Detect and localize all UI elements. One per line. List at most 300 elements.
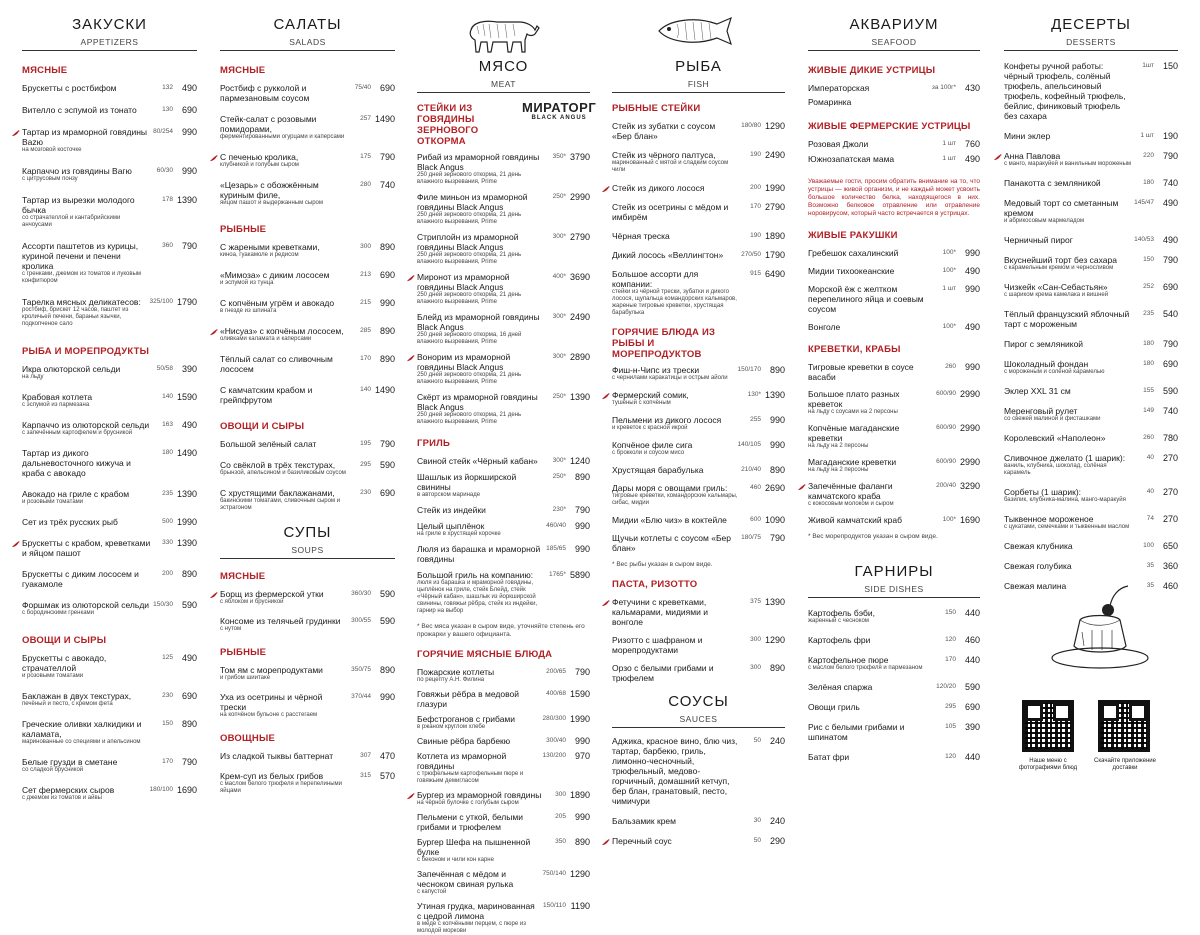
column-header	[612, 693, 785, 728]
menu-item	[808, 266, 980, 276]
item-name: Мидии тихоокеанские	[808, 266, 895, 276]
item-name: Фиш-н-Чипс из трески	[612, 365, 700, 375]
item-text-block	[22, 785, 149, 802]
menu-item	[417, 570, 590, 615]
menu-item	[417, 472, 590, 499]
menu-item	[417, 192, 590, 226]
item-weight: 140/105	[737, 441, 761, 448]
item-name: Консоме из телячьей грудинки	[220, 616, 341, 626]
item-weight: 140	[162, 393, 173, 400]
menu-item	[417, 392, 590, 426]
item-price: 2990	[959, 423, 980, 433]
item-weight: 300	[360, 243, 371, 250]
item-weight: 600	[750, 516, 761, 523]
item-weight: 180	[1143, 340, 1154, 347]
item-price: 890	[379, 354, 395, 364]
chili-pepper-icon	[601, 599, 610, 607]
item-weight: 185/65	[546, 545, 566, 552]
item-weight: 40	[1146, 488, 1154, 495]
item-price: 690	[379, 488, 395, 498]
column-header	[612, 58, 785, 93]
item-weight: 1шт	[1142, 62, 1154, 69]
section-title: ЖИВЫЕ РАКУШКИ	[808, 230, 898, 241]
menu-item	[22, 105, 197, 115]
item-description: жаренный с чесноком	[808, 618, 869, 624]
item-price: 590	[379, 460, 395, 470]
item-weight: 300	[555, 791, 566, 798]
footnote: * Вес рыбы указан в сыром виде.	[612, 561, 713, 568]
item-weight: 250*	[552, 193, 566, 200]
item-price: 890	[769, 365, 785, 375]
item-text-block	[1004, 282, 1136, 299]
item-description: на копчёном бульоне с расстегаем	[220, 712, 318, 718]
item-weight: 100	[1143, 542, 1154, 549]
menu-item	[220, 180, 395, 207]
item-name: Шашлык из йоркширской свинины	[417, 472, 517, 492]
item-name: Копчёное филе сига	[612, 440, 693, 450]
item-weight: 75/40	[354, 84, 371, 91]
item-description: с джемом из томатов и айвы	[22, 795, 102, 801]
menu-item	[612, 515, 785, 525]
item-weight: 150	[945, 609, 956, 616]
column-title: ЗАКУСКИ	[72, 16, 147, 33]
item-text-block	[612, 736, 743, 806]
chili-pepper-icon	[209, 591, 218, 599]
chili-pepper-icon	[601, 838, 610, 846]
item-name: Розовая Джоли	[808, 139, 869, 149]
column-subtitle: FISH	[612, 79, 785, 93]
item-text-block	[22, 489, 155, 506]
item-text-block	[417, 736, 546, 746]
item-price: 890	[181, 569, 197, 579]
item-weight: 35	[1146, 582, 1154, 589]
item-name: Уха из осетрины и чёрной трески	[220, 692, 323, 712]
item-description: с маслом белого трюфеля и пармезаном	[808, 665, 923, 671]
menu-item	[808, 97, 980, 107]
item-weight: 180/80	[741, 122, 761, 129]
item-price: 1990	[176, 517, 197, 527]
section-title: ГОРЯЧИЕ МЯСНЫЕ БЛЮДА	[417, 649, 553, 660]
item-description: 250 дней зернового откорма, 21 день влажного вызревания, Prime	[417, 252, 522, 265]
item-weight: 213	[360, 271, 371, 278]
qr-caption-menu: Наше меню с фотографиями блюд	[1018, 758, 1078, 771]
item-name: Крем-суп из белых грибов	[220, 771, 324, 781]
item-weight: 1765*	[548, 571, 566, 578]
column-header	[220, 16, 395, 51]
chili-pepper-icon	[601, 185, 610, 193]
item-price: 790	[1162, 255, 1178, 265]
menu-item	[1004, 514, 1178, 531]
item-name: Греческие оливки халкидики и каламата,	[22, 719, 142, 739]
item-name: Сет фермерских сыров	[22, 785, 115, 795]
item-description: с трюфельным картофельным пюре и говяжьим демигласом	[417, 771, 524, 784]
fish-column	[612, 0, 785, 846]
item-name: Пирог с земляникой	[1004, 339, 1084, 349]
item-text-block	[220, 616, 351, 633]
item-text-block	[808, 389, 936, 416]
column-header	[1004, 16, 1178, 51]
menu-item	[1004, 282, 1178, 299]
item-name: Фермерский сомик,	[612, 390, 689, 400]
item-description: с беконом и чили кон карне	[417, 857, 494, 863]
menu-item	[22, 653, 197, 680]
item-name: Королевский «Наполеон»	[1004, 433, 1106, 443]
chili-pepper-icon	[797, 483, 806, 491]
item-weight: 190	[750, 232, 761, 239]
item-name: Утиная грудка, маринованная с цедрой лимона	[417, 901, 535, 921]
item-weight: 155	[1143, 387, 1154, 394]
item-text-block	[220, 439, 353, 449]
item-price: 1290	[569, 869, 590, 879]
item-price: 3290	[959, 481, 980, 491]
item-name: Большой зелёный салат	[220, 439, 317, 449]
item-text-block	[417, 456, 548, 466]
menu-item	[220, 488, 395, 512]
item-weight: 270/50	[741, 251, 761, 258]
item-weight: 280	[360, 181, 371, 188]
desserts-column	[1004, 0, 1178, 800]
item-text-block	[220, 180, 353, 207]
item-description: стейки из чёрной трески, зубатки и дикого лосося, щупальца командорских кальмаров, жареные тигровые креветки, хрустящая барабулька	[612, 289, 737, 316]
item-price: 990	[769, 415, 785, 425]
item-text-block	[1004, 561, 1136, 571]
item-name: Стейк из чёрного палтуса,	[612, 150, 716, 160]
item-name: Картофельное пюре	[808, 655, 889, 665]
item-description: с карамельным кремом и черносливом	[1004, 265, 1114, 271]
menu-item	[220, 83, 395, 103]
item-name: Стейк из индейки	[417, 505, 486, 515]
menu-item	[22, 691, 197, 708]
item-text-block	[22, 392, 155, 409]
item-weight: 100*	[942, 267, 956, 274]
item-text-block	[22, 719, 155, 746]
item-price: 1240	[569, 456, 590, 466]
item-description: ваниль, клубника, шоколад, солёная карамель	[1004, 463, 1107, 476]
menu-item	[22, 241, 197, 285]
item-text-block	[612, 269, 743, 317]
menu-item	[417, 152, 590, 186]
section-title: ОВОЩНЫЕ	[220, 733, 275, 744]
item-name: Целый цыплёнок	[417, 521, 485, 531]
menu-item	[417, 689, 590, 709]
item-price: 790	[1162, 339, 1178, 349]
item-price: 150	[1162, 61, 1178, 71]
item-description: люля из барашка и мраморной говядины, цыплёнок на гриле, стейк Блейд, стейк «Чёрный кабан», шашлык из йоркширской свинины, говяжьи рёбра, стейк из индейки, гарнир на выбор	[417, 580, 538, 614]
footnote: Уважаемые гости, просим обратить внимание на то, что устрицы — живой организм, и не каждый может усвоить большое количество белка, находящегося в них. Возможно белковое отравление или отравление норовирусом, который часто встречается в устрицах.	[808, 178, 980, 217]
item-price: 570	[379, 771, 395, 781]
item-price: 540	[1162, 309, 1178, 319]
qr-code-delivery[interactable]	[1098, 700, 1150, 752]
item-name: Копчёные магаданские креветки	[808, 423, 900, 443]
item-name: Гребешок сахалинский	[808, 248, 899, 258]
menu-item	[1004, 255, 1178, 272]
menu-item	[1004, 178, 1178, 188]
item-description: на льду с соусами на 2 персоны	[808, 409, 898, 415]
item-name: Бургер Шефа на пышненной булке	[417, 837, 531, 857]
item-weight: 80/254	[153, 128, 173, 135]
item-text-block	[1004, 514, 1136, 531]
item-weight: 180	[1143, 360, 1154, 367]
item-weight: 330	[162, 539, 173, 546]
chili-pepper-icon	[406, 274, 415, 282]
item-description: с гренками, джемом из томатов и луковым конфитюром	[22, 271, 142, 284]
item-price: 690	[181, 691, 197, 701]
item-description: оливками каламата и каперсами	[220, 336, 312, 342]
item-name: Южнозапатская мама	[808, 154, 895, 164]
item-text-block	[612, 635, 743, 655]
qr-code-menu[interactable]	[1022, 700, 1074, 752]
item-description: в гнезде из шпината	[220, 308, 277, 314]
menu-item	[808, 682, 980, 692]
item-weight: 180	[1143, 179, 1154, 186]
menu-item	[808, 362, 980, 382]
menu-item	[808, 722, 980, 742]
item-price: 490	[964, 266, 980, 276]
item-text-block	[220, 270, 353, 287]
menu-item	[1004, 151, 1178, 168]
item-weight: 600/90	[936, 458, 956, 465]
item-weight: 100*	[942, 516, 956, 523]
item-name: Свежая клубника	[1004, 541, 1073, 551]
menu-item	[1004, 386, 1178, 396]
item-weight: 170	[945, 656, 956, 663]
item-name: Эклер XXL 31 см	[1004, 386, 1071, 396]
menu-item	[22, 297, 197, 328]
item-weight: 170	[360, 355, 371, 362]
item-weight: 130/200	[542, 752, 566, 759]
chili-pepper-icon	[993, 153, 1002, 161]
item-description: 250 дней зернового откорма, 21 день влажного вызревания, Prime	[417, 292, 522, 305]
menu-item	[1004, 453, 1178, 477]
item-weight: 375	[750, 598, 761, 605]
menu-item	[1004, 198, 1178, 225]
item-text-block	[22, 448, 155, 478]
item-weight: 1 шт	[942, 155, 956, 162]
item-weight: 180/75	[741, 534, 761, 541]
item-description: ферментированными огурцами и каперсами	[220, 134, 345, 140]
item-weight: 195	[360, 440, 371, 447]
menu-item	[22, 420, 197, 437]
item-name: Сет из трёх русских рыб	[22, 517, 118, 527]
section-title: ОВОЩИ И СЫРЫ	[22, 635, 107, 646]
item-price: 1090	[764, 515, 785, 525]
item-text-block	[612, 231, 743, 241]
menu-item	[808, 322, 980, 332]
item-name: Филе миньон из мраморной говядины Black Angus	[417, 192, 528, 212]
item-description: 250 дней зернового откорма, 21 день влажного вызревания, Prime	[417, 412, 522, 425]
item-name: Магаданские креветки	[808, 457, 897, 467]
menu-item	[612, 836, 785, 846]
item-name: Дикий лосось «Веллингтон»	[612, 250, 724, 260]
menu-item	[612, 663, 785, 683]
item-price: 460	[1162, 581, 1178, 591]
column-title: СУПЫ	[283, 524, 332, 541]
item-text-block	[22, 195, 155, 229]
item-name: Баклажан в двух текстурах,	[22, 691, 132, 701]
menu-item	[220, 439, 395, 449]
item-text-block	[220, 326, 353, 343]
item-name: Свиной стейк «Чёрный кабан»	[417, 456, 538, 466]
item-price: 590	[379, 616, 395, 626]
item-name: Шоколадный фондан	[1004, 359, 1089, 369]
item-description: яйцом пашот и выдержанным сыром	[220, 200, 324, 206]
item-name: Панакотта с земляникой	[1004, 178, 1101, 188]
item-description: киноа, гуакамоле и редисом	[220, 252, 299, 258]
item-description: и розовыми томатами	[22, 499, 84, 505]
item-price: 790	[379, 439, 395, 449]
item-name: Свиные рёбра барбекю	[417, 736, 511, 746]
item-weight: 145/47	[1134, 199, 1154, 206]
chili-pepper-icon	[209, 154, 218, 162]
item-price: 1890	[569, 790, 590, 800]
item-weight: 180/100	[149, 786, 173, 793]
item-name: Тартар из вырезки молодого бычка	[22, 195, 135, 215]
item-text-block	[612, 415, 743, 432]
item-text-block	[417, 812, 548, 832]
menu-item	[220, 751, 395, 761]
item-name: Тигровые креветки в соусе васаби	[808, 362, 914, 382]
item-text-block	[808, 481, 936, 508]
menu-item	[22, 489, 197, 506]
item-description: и грибом шиитаке	[220, 675, 271, 681]
menu-item	[417, 869, 590, 896]
item-name: Со свёклой в трёх текстурах,	[220, 460, 336, 470]
item-text-block	[612, 465, 741, 475]
item-price: 1290	[764, 635, 785, 645]
menu-item	[22, 517, 197, 527]
item-name: Щучьи котлеты с соусом «Бер блан»	[612, 533, 731, 553]
item-price: 890	[379, 242, 395, 252]
menu-item	[1004, 541, 1178, 551]
item-description: с кокосовым молоком и сыром	[808, 501, 894, 507]
menu-item	[808, 284, 980, 314]
item-text-block	[808, 248, 938, 258]
fish-icon	[655, 14, 741, 48]
item-text-block	[1004, 453, 1136, 477]
item-text-block	[22, 757, 155, 774]
menu-item	[220, 665, 395, 682]
item-name: Вителло с эспумой из тонато	[22, 105, 137, 115]
column-subtitle: MEAT	[417, 79, 590, 93]
item-text-block	[417, 192, 548, 226]
item-text-block	[612, 121, 741, 141]
item-weight: 750/140	[542, 870, 566, 877]
item-price: 2490	[764, 150, 785, 160]
item-text-block	[417, 505, 548, 515]
item-description: с мороженым и солёной карамелью	[1004, 369, 1105, 375]
item-price: 690	[379, 83, 395, 93]
item-price: 440	[964, 752, 980, 762]
item-text-block	[612, 390, 743, 407]
item-description: на чёрной булочке с голубым сыром	[417, 800, 519, 806]
item-price: 890	[379, 326, 395, 336]
item-weight: 300	[750, 636, 761, 643]
item-price: 6490	[764, 269, 785, 279]
item-name: Большое ассорти для компании:	[612, 269, 699, 289]
item-text-block	[808, 362, 938, 382]
item-text-block	[220, 665, 351, 682]
menu-item	[612, 365, 785, 382]
item-description: с манго, маракуйей и ванильным мороженым	[1004, 161, 1132, 167]
section-title: ГРИЛЬ	[417, 438, 451, 449]
menu-item	[22, 719, 197, 746]
item-weight: 295	[360, 461, 371, 468]
item-weight: 300/40	[546, 737, 566, 744]
section-title: КРЕВЕТКИ, КРАБЫ	[808, 344, 901, 355]
menu-item	[808, 154, 980, 164]
item-name: Мидии «Блю чиз» в коктейле	[612, 515, 727, 525]
item-weight: 230*	[552, 506, 566, 513]
item-description: маринованные со специями и апельсином	[22, 739, 141, 745]
item-text-block	[417, 790, 548, 807]
item-price: 890	[769, 465, 785, 475]
item-price: 1990	[764, 183, 785, 193]
menu-item	[612, 736, 785, 806]
item-price: 1190	[570, 901, 590, 911]
item-price: 2890	[569, 352, 590, 362]
item-name: Тартар из дикого дальневосточного кижуча и краба с авокадо	[22, 448, 131, 478]
item-text-block	[612, 250, 741, 260]
menu-item	[808, 423, 980, 450]
column-subtitle: SIDE DISHES	[808, 584, 980, 598]
item-name: Большой гриль на компанию:	[417, 570, 534, 580]
menu-item	[22, 392, 197, 409]
item-text-block	[808, 423, 936, 450]
item-text-block	[22, 517, 155, 527]
item-text-block	[22, 420, 155, 437]
menu-item	[1004, 61, 1178, 121]
menu-item	[220, 354, 395, 374]
item-name: Стейк из дикого лосося	[612, 183, 705, 193]
item-text-block	[808, 266, 938, 276]
item-name: Тартар из мраморной говядины Ваzю	[22, 127, 148, 147]
item-text-block	[1004, 61, 1136, 121]
item-description: с брокколи и соусом мисо	[612, 450, 685, 456]
item-weight: 30	[753, 817, 761, 824]
item-weight: 40	[1146, 454, 1154, 461]
menu-item	[417, 812, 590, 832]
menu-item	[220, 771, 395, 795]
item-text-block	[417, 714, 542, 731]
menu-item	[220, 298, 395, 315]
item-text-block	[22, 127, 153, 154]
item-name: Рибай из мраморной говядины Black Angus	[417, 152, 540, 172]
item-weight: 150	[162, 720, 173, 727]
item-weight: 315	[360, 772, 371, 779]
item-text-block	[808, 752, 938, 762]
item-price: 2990	[569, 192, 590, 202]
item-text-block	[220, 751, 353, 761]
item-description: 250 дней зернового откорма, 21 день влажного вызревания, Prime	[417, 372, 522, 385]
item-text-block	[1004, 235, 1134, 245]
item-weight: 500	[162, 518, 173, 525]
item-description: ростбиф, брискет 12 часов, паштет из кроличьей печени, бараньи язычки, подкопченое сало	[22, 307, 129, 327]
item-text-block	[1004, 198, 1134, 225]
item-name: Блейд из мраморной говядины Black Angus	[417, 312, 540, 332]
item-text-block	[417, 521, 546, 538]
item-name: Императорская	[808, 83, 870, 93]
item-weight: 370/44	[351, 693, 371, 700]
item-text-block	[808, 457, 936, 474]
item-text-block	[220, 589, 351, 606]
item-name: Том ям с морепродуктами	[220, 665, 323, 675]
item-text-block	[612, 836, 743, 846]
section-title: ЖИВЫЕ ФЕРМЕРСКИЕ УСТРИЦЫ	[808, 121, 971, 132]
item-description: со свежей малиной и фисташками	[1004, 416, 1101, 422]
item-name: С хрустящими баклажанами,	[220, 488, 335, 498]
item-weight: 235	[162, 490, 173, 497]
menu-item	[1004, 359, 1178, 376]
